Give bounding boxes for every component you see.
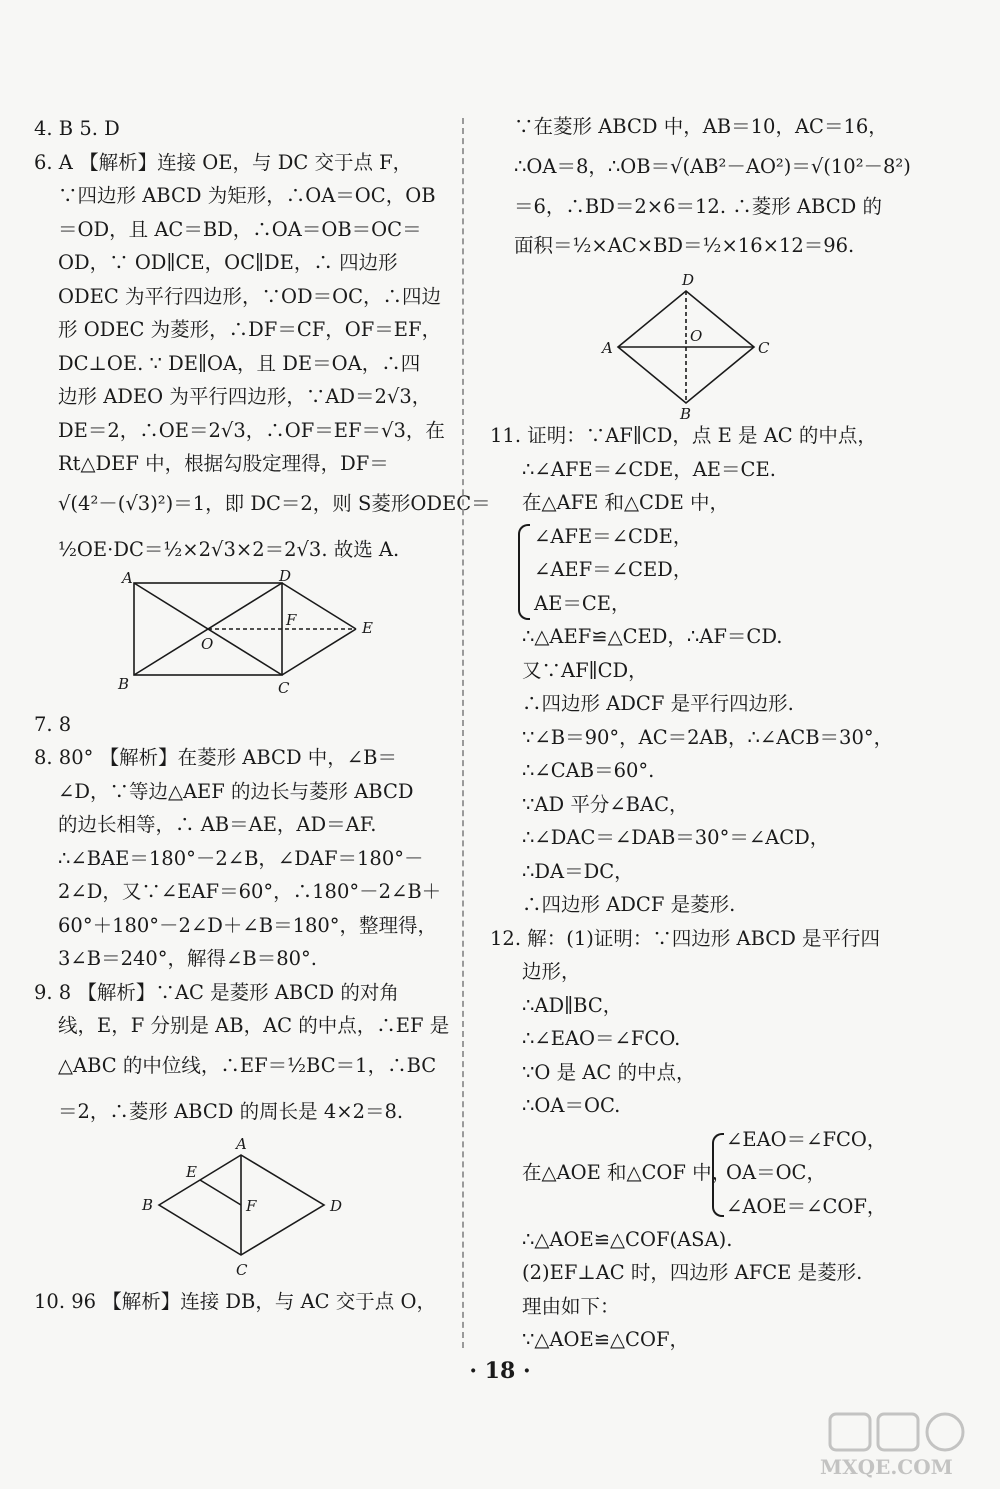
- question-6: [34, 146, 491, 573]
- q11-line: ∴△AEF≌△CED，∴AF＝CD.: [522, 625, 783, 648]
- answer-4-5: 4. B 5. D: [34, 117, 120, 140]
- q11-line: ∠AFE＝∠CDE，: [534, 524, 693, 548]
- q9-line: △ABC 的中位线，∴EF＝½BC＝1，∴BC: [58, 1053, 437, 1077]
- q8-line: 8. 80° 【解析】在菱形 ABCD 中，∠B＝: [34, 746, 397, 769]
- q10-line: ∴OA＝8，∴OB＝√(AB²－AO²)＝√(10²－8²): [514, 154, 911, 178]
- figure-q9: [34, 1135, 444, 1285]
- question-8: [34, 741, 444, 976]
- watermark-logo: [760, 1410, 985, 1480]
- question-11: [490, 419, 895, 922]
- figure-q6: [34, 566, 444, 708]
- q8-line: ∴∠BAE＝180°－2∠B，∠DAF＝180°－: [58, 846, 424, 870]
- q11-line: 又∵AF∥CD，: [522, 658, 648, 682]
- q9-line: ＝2，∴菱形 ABCD 的周长是 4×2＝8.: [58, 1099, 404, 1123]
- q12-line: ∴OA＝OC.: [522, 1094, 621, 1117]
- question-12: [490, 922, 895, 1357]
- q12-line: 理由如下：: [522, 1294, 620, 1318]
- q12-line: ∵△AOE≌△COF，: [522, 1328, 689, 1351]
- q6-line: √(4²－(√3)²)＝1，即 DC＝2，则 S菱形ODEC＝: [58, 491, 491, 515]
- fig6-label-D: D: [279, 566, 292, 585]
- left-column: [34, 112, 491, 1318]
- q8-line: 2∠D，又∵∠EAF＝60°，∴180°－2∠B＋: [58, 880, 442, 903]
- q6-line: Rt△DEF 中，根据勾股定理得，DF＝: [58, 452, 389, 475]
- fig9-label-C: C: [236, 1260, 248, 1279]
- q11-system: [490, 520, 895, 621]
- fig10-label-O: O: [690, 327, 703, 345]
- fig6-label-B: B: [118, 674, 130, 693]
- fig6-label-E: E: [362, 618, 373, 637]
- q12-line: ∠EAO＝∠FCO，: [726, 1127, 887, 1151]
- q8-line: 60°＋180°－2∠D＋∠B＝180°，整理得，: [58, 913, 438, 937]
- fig10-label-A: A: [602, 339, 613, 357]
- q11-line: ∴∠CAB＝60°.: [522, 759, 655, 782]
- q8-line: 3∠B＝240°，解得∠B＝80°.: [58, 947, 317, 970]
- watermark-text: MXQE.COM: [820, 1455, 953, 1479]
- fig10-label-D: D: [682, 271, 695, 289]
- q6-line: 形 ODEC 为菱形，∴DF＝CF，OF＝EF，: [58, 318, 442, 341]
- page-number: · 18 ·: [469, 1358, 531, 1384]
- q6-line: ∵四边形 ABCD 为矩形，∴OA＝OC，OB: [58, 184, 436, 207]
- q6-line: 边形 ADEO 为平行四边形，∵AD＝2√3，: [58, 385, 432, 408]
- q12-line: OA＝OC，: [726, 1161, 826, 1184]
- fig6-label-A: A: [122, 568, 133, 587]
- fig9-label-F: F: [246, 1196, 257, 1215]
- q10-line: ＝6，∴BD＝2×6＝12. ∴菱形 ABCD 的: [514, 194, 882, 218]
- q6-line: OD，∵ OD∥CE，OC∥DE，∴ 四边形: [58, 251, 398, 274]
- q11-line: ∴四边形 ADCF 是平行四边形.: [522, 692, 794, 715]
- question-9: [34, 976, 450, 1135]
- fig6-label-O: O: [201, 634, 214, 653]
- q12-system: [490, 1123, 895, 1223]
- answer-7: 7. 8: [34, 712, 72, 736]
- right-column: [490, 110, 911, 1357]
- fig9-label-E: E: [186, 1162, 197, 1181]
- figure-q10: [490, 269, 895, 423]
- q6-line: ½OE·DC＝½×2√3×2＝2√3. 故选 A.: [58, 537, 400, 561]
- q12-line: ∴AD∥BC，: [522, 993, 623, 1017]
- q12-line: 12. 解：(1)证明：∵四边形 ABCD 是平行四: [490, 926, 881, 950]
- q11-line: AE＝CE，: [534, 591, 631, 615]
- q11-line: ∴DA＝DC，: [522, 859, 634, 883]
- fig10-label-C: C: [758, 339, 770, 357]
- q11-line: ∴∠AFE＝∠CDE，AE＝CE.: [522, 457, 776, 481]
- column-divider: [462, 118, 464, 1348]
- q12-line: ∵O 是 AC 的中点，: [522, 1060, 696, 1084]
- fig10-label-B: B: [680, 405, 692, 423]
- q9-line: 9. 8 【解析】∵AC 是菱形 ABCD 的对角: [34, 980, 399, 1004]
- q6-line: ODEC 为平行四边形，∵OD＝OC，∴四边: [58, 284, 442, 308]
- q10-line: ∵在菱形 ABCD 中，AB＝10，AC＝16，: [514, 115, 888, 138]
- q12-line: (2)EF⊥AC 时，四边形 AFCE 是菱形.: [522, 1261, 863, 1284]
- q12-line: ∴△AOE≌△COF(ASA).: [522, 1227, 733, 1251]
- q11-line: ∴四边形 ADCF 是菱形.: [522, 893, 736, 916]
- q6-line: ＝OD，且 AC＝BD，∴OA＝OB＝OC＝: [58, 217, 422, 241]
- q10-line: 面积＝½×AC×BD＝½×16×12＝96.: [514, 234, 855, 257]
- q9-line: 线，E，F 分别是 AB，AC 的中点，∴EF 是: [58, 1014, 450, 1037]
- brace: [518, 524, 530, 620]
- q11-line: ∵∠B＝90°，AC＝2AB，∴∠ACB＝30°，: [522, 725, 894, 749]
- q12-line: 在△AOE 和△COF 中，: [522, 1160, 732, 1184]
- fig9-label-A: A: [236, 1134, 247, 1153]
- q6-line: DE＝2，∴OE＝2√3，∴OF＝EF＝√3，在: [58, 418, 445, 442]
- fig9-label-B: B: [142, 1195, 154, 1214]
- q8-line: 的边长相等，∴ AB＝AE，AD＝AF.: [58, 813, 377, 836]
- fig6-label-C: C: [278, 678, 290, 697]
- q11-line: 在△AFE 和△CDE 中，: [522, 491, 730, 514]
- q8-line: ∠D，∵等边△AEF 的边长与菱形 ABCD: [58, 779, 414, 803]
- q6-line: DC⊥OE. ∵ DE∥OA，且 DE＝OA，∴四: [58, 351, 421, 375]
- fig9-label-D: D: [330, 1196, 343, 1215]
- q11-line: 11. 证明：∵AF∥CD，点 E 是 AC 的中点，: [490, 424, 877, 447]
- q11-line: ∠AEF＝∠CED，: [534, 558, 693, 581]
- q11-line: ∴∠DAC＝∠DAB＝30°＝∠ACD，: [522, 826, 830, 849]
- question-10-continued: [490, 110, 911, 269]
- question-10: 10. 96 【解析】连接 DB，与 AC 交于点 O，: [34, 1289, 436, 1313]
- q12-line: ∴∠EAO＝∠FCO.: [522, 1027, 681, 1050]
- q12-line: ∠AOE＝∠COF，: [726, 1194, 887, 1218]
- q12-line: 边形，: [522, 960, 581, 983]
- q11-line: ∵AD 平分∠BAC，: [522, 792, 689, 816]
- brace: [712, 1133, 724, 1217]
- q6-line: 6. A 【解析】连接 OE，与 DC 交于点 F，: [34, 150, 413, 174]
- fig6-label-F: F: [286, 610, 297, 629]
